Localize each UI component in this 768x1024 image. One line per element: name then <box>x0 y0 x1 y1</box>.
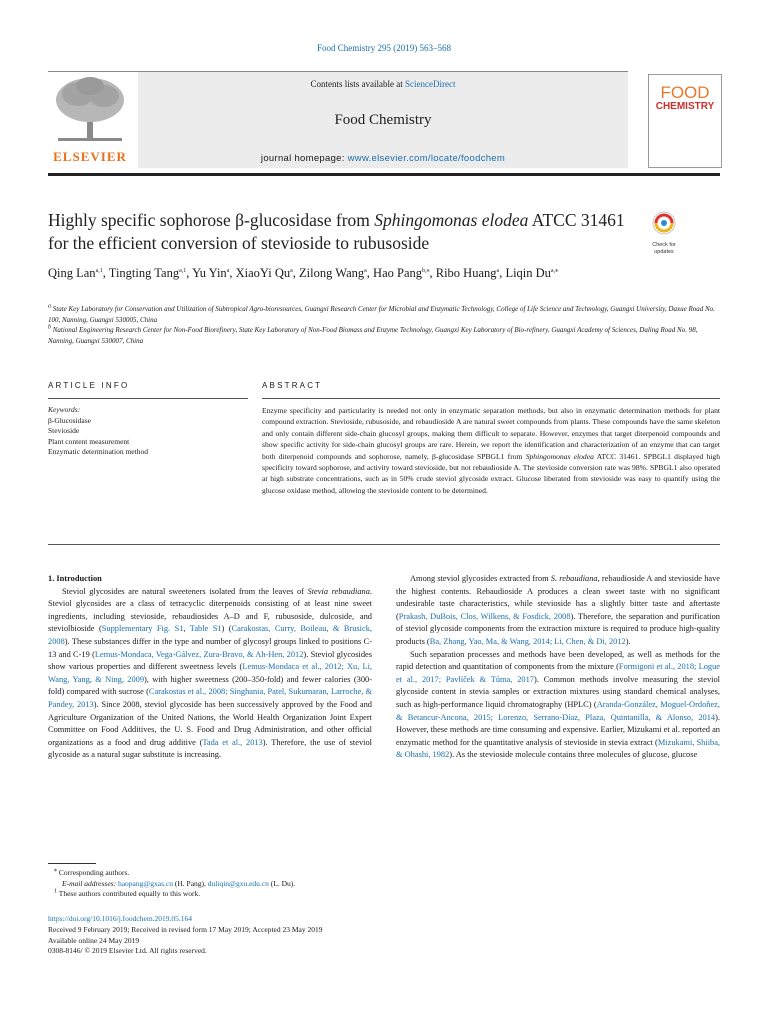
ref-link[interactable]: Lemus-Mondaca, Vega-Gálvez, Zura-Bravo, & Ah-Hen, 2012 <box>94 649 304 659</box>
author[interactable]: Tingting Tang$^{a,1}$ <box>108 266 187 280</box>
equal-contribution-note: These authors contributed equally to this work. <box>58 889 201 898</box>
article-info-heading: ARTICLE INFO <box>48 381 130 390</box>
paragraph: Among steviol glycosides extracted from S. rebaudiana, rebaudioside A and stevioside have the highest contents. Rebaudioside A produces a clean sweet taste with no significant undesirable taste characteristics, while stevioside has a slightly bitter taste and aftertaste (Prakash, DuBois, Clos, Wilkens, & Fosdick, 2008). Therefore, the separation and purification of steviol glycoside components from the extraction mixture is required to produce high-quality products (Ba, Zhang, Yao, Ma, & Wang, 2014; Li, Chen, & Di, 2012). <box>396 574 721 646</box>
email-link[interactable]: haopang@gxas.cn <box>117 878 173 888</box>
abstract-bottom-rule <box>48 544 720 545</box>
doi-link[interactable]: https://doi.org/10.1016/j.foodchem.2019.05.164 <box>48 914 193 923</box>
cover-title-food: FOOD <box>660 83 710 102</box>
author-list: Qing Lan$^{a,1}$, Tingting Tang$^{a,1}$, Yu Yin$^a$, XiaoYi Qu$^a$, Zilong Wang$^a$, Hao Pang$^{b,⁎}$, Ribo Huang$^a$, Liqin $Du^{a,⁎}$ <box>48 266 559 280</box>
homepage-link[interactable]: www.elsevier.com/locate/foodchem <box>347 153 506 164</box>
email-label: E-mail addresses: <box>62 878 118 888</box>
author[interactable]: Liqin $Du^{a,⁎}$ <box>505 266 559 280</box>
author[interactable]: Qing Lan$^{a,1}$ <box>48 266 103 280</box>
affiliations <box>48 304 720 346</box>
check-for-updates-badge[interactable] <box>646 211 682 253</box>
keyword: Enzymatic determination method <box>48 447 148 456</box>
journal-cover-thumbnail[interactable] <box>648 74 722 168</box>
author[interactable]: Yu Yin$^a$ <box>192 266 230 280</box>
author[interactable]: Zilong Wang$^a$ <box>299 266 367 280</box>
keyword: β-Glucosidase <box>48 415 91 425</box>
cover-title-chemistry: CHEMISTRY <box>655 101 715 112</box>
author[interactable]: Hao Pang$^{b,⁎}$ <box>373 266 430 280</box>
footnote-rule <box>48 863 96 864</box>
ref-link[interactable]: Mizukami, Shiiba, & Ohashi, 1982 <box>396 737 721 760</box>
section-heading-introduction: 1. Introduction <box>48 574 102 583</box>
sciencedirect-link[interactable]: ScienceDirect <box>405 79 456 89</box>
ref-link[interactable]: Ba, Zhang, Yao, Ma, & Wang, 2014; Li, Chen, & Di, 2012 <box>429 636 626 646</box>
corresponding-note: Corresponding authors. <box>58 868 130 877</box>
keywords-label: Keywords: <box>48 405 81 414</box>
header-bottom-rule <box>48 173 720 176</box>
elsevier-wordmark: ELSEVIER <box>53 149 127 164</box>
ref-link[interactable]: Formigoni et al., 2018; Logue et al., 2017; Pavlíček & Tůma, 2017 <box>396 662 720 684</box>
paragraph: Steviol glycosides are natural sweeteners isolated from the leaves of Stevia rebaudiana. Steviol glycosides are a class of tetracyclic diterpenoids consisting of at least nine sweet ingredients, including stevioside, rebaudiosides A–D and F, rubusoside, dulcoside, and steviolbioside (Supplementary Fig. S1, Table S1) (Carakostas, Curry, Boileau, & Brusick, 2008). These substances differ in the type and number of glycosyl groups linked to positions C-13 and C-19 (Lemus-Mondaca, Vega-Gálvez, Zura-Bravo, & Ah-Hen, 2012). Steviol glycosides show various properties and different sweetness levels (Lemus-Mondaca et al., 2012; Xu, Li, Wang, Yang, & Ning, 2009), with higher sweetness (200–350-fold) and fewer calories (300-fold) compared with sucrose (Carakostas et al., 2008; Singhania, Patel, Sukumaran, Larroche, & Pandey, 2013). Since 2008, steviol glycoside has been successively approved by the Food and Agriculture Organization of the United Nations, the World Health Organization Joint Expert Committee on Food Additives, the U. S. Food and Drug Administration, and other official organizations as a food and drug additive (Tada et al., 2013). Therefore, the use of steviol glycoside as a natural sugar substitute is increasing. <box>48 586 372 760</box>
article-title: Highly specific sophorose β-glucosidase from Sphingomonas elodea ATCC 31461 for the efficient conversion of stevioside to rubusoside <box>48 210 625 253</box>
ref-link[interactable]: Aranda-González, Moguel-Ordoñez, & Betancur-Ancona, 2015; Lorenzo, Serrano-Díaz, Plaza, Quintanilla, & Alonso, 2014 <box>396 699 720 722</box>
keyword: Stevioside <box>48 426 80 435</box>
author[interactable]: Ribo Huang$^a$ <box>435 266 500 280</box>
check-for-updates-label: Check for updates <box>652 242 676 255</box>
keywords-block <box>48 405 248 458</box>
paragraph: Such separation processes and methods have been developed, as well as methods for the rapid detection and quantitation of components from the mixture (Formigoni et al., 2018; Logue et al., 2017; Pavlíček & Tůma, 2017). Common methods involve measuring the steviol glycoside content in stevia samples or extraction mixtures using standard chemical analyses, such as high-performance liquid chromatography (HPLC) (Aranda-González, Moguel-Ordoñez, & Betancur-Ancona, 2015; Lorenzo, Serrano-Díaz, Plaza, Quintanilla, & Alonso, 2014). However, these methods are time consuming and expensive. Earlier, Mizukami et al. reported an enzymatic method for the quantitative analysis of stevioside in stevia extract (Mizukami, Shiiba, & Ohashi, 1982). As the stevioside molecule contains three molecules of glucose, glucose <box>396 649 721 760</box>
ref-link[interactable]: Carakostas, Curry, Boileau, & Brusick, 2008 <box>48 624 372 646</box>
ref-link[interactable]: Supplementary Fig. S1 <box>101 624 184 634</box>
copyright: 0308-8146/ © 2019 Elsevier Ltd. All rights reserved. <box>48 946 207 956</box>
keyword: Plant content measurement <box>48 436 130 446</box>
abstract-rule <box>262 398 720 399</box>
ref-link[interactable]: Tada et al., 2013 <box>202 737 263 747</box>
received-dates: Received 9 February 2019; Received in revised form 17 May 2019; Accepted 23 May 2019 <box>48 924 323 934</box>
article-info-rule <box>48 398 248 399</box>
journal-citation[interactable]: Food Chemistry 295 (2019) 563–568 <box>317 43 451 53</box>
email-link[interactable]: duliqin@gxu.edu.cn <box>207 878 269 888</box>
available-online: Available online 24 May 2019 <box>48 935 140 945</box>
journal-title: Food Chemistry <box>334 112 432 128</box>
abstract-heading: ABSTRACT <box>262 381 323 390</box>
body-column-left <box>48 573 372 762</box>
publication-info <box>48 914 468 957</box>
contents-available: Contents lists available at ScienceDirect <box>310 79 456 89</box>
affiliation-b: $^b$ National Engineering Research Center for Non-Food Biorefinery, State Key Laboratory of Non-Food Biomass and Enzyme Technology, Guangxi Key Laboratory of Bio-refinery, Guangxi Academy of Sciences, Daling Road No. 98, Nanning, Guangxi 530007, China <box>48 324 698 345</box>
body-column-right <box>396 573 720 762</box>
ref-link[interactable]: Prakash, DuBois, Clos, Wilkens, & Fosdick, 2008 <box>398 611 571 621</box>
ref-link[interactable]: Lemus-Mondaca et al., 2012; Xu, Li, Wang, Yang, & Ning, 2009 <box>48 662 372 684</box>
footnotes: ⁎ Corresponding authors. E-mail addresses: haopang@gxas.cn (H. Pang), duliqin@gxu.edu.cn (L. Du). $^1$ These authors contributed equally to this work. <box>54 867 296 898</box>
ref-link[interactable]: Table S1 <box>189 624 222 634</box>
abstract-text: Enzyme specificity and particularity is needed not only in enzymatic separation methods, but also in enzymatic determination methods for plant compound extraction. Stevioside, rubusoside, and rebaudioside A are natural sweet compounds from plants. These compounds have the same skeleton and only contain different side-chain glucosyl groups, making them difficult to separate. However, enzymes that target diterpenoid compounds and show specific activity for side-chain glucosyl groups are rare. Herein, we report the identification and characterization of an enzyme that can target both diterpenoid compounds and sophorose, namely, β-glucosidase SPBGL1 from Sphingomonas elodea ATCC 31461. SPBGL1 displayed high specificity toward sophorose, and activity toward stevioside, but not rebaudioside A. The stevioside conversion rate was 98%. SPBGL1 also operated at high substrate concentrations, such as in 50% crude steviol glycoside extract. Glucose liberated from stevioside was easy to quantify using the glucose oxidase method, allowing the stevioside content to be determined. <box>262 406 720 495</box>
affiliation-a: $^a$ State Key Laboratory for Conservation and Utilization of Subtropical Agro-bioresources, Guangxi Research Center for Microbial and Enzymatic Technology, College of Life Science and Technology, Guangxi University, Daxue Road No. 100, Nanning, Guangxi 530005, China <box>48 303 715 324</box>
author[interactable]: XiaoYi Qu$^a$ <box>235 266 293 280</box>
journal-homepage: journal homepage: www.elsevier.com/locate/foodchem <box>260 153 506 164</box>
ref-link[interactable]: Carakostas et al., 2008; Singhania, Patel, Sukumaran, Larroche, & Pandey, 2013 <box>48 687 372 709</box>
